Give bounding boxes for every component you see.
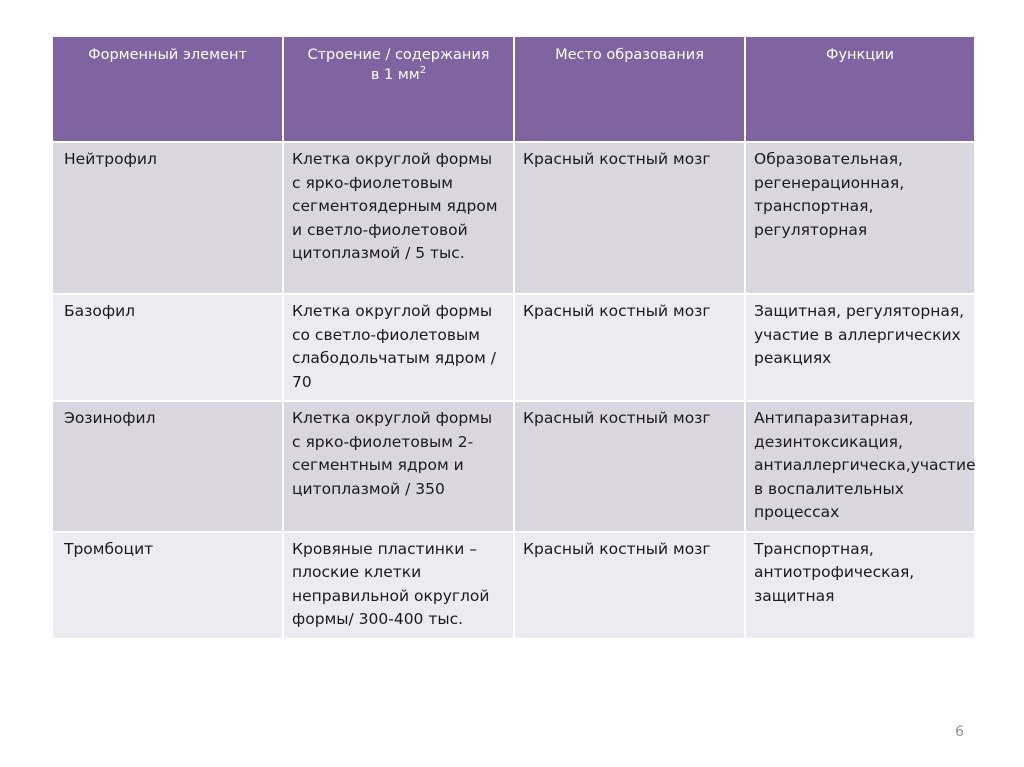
header-structure-line1: Строение / содержания (307, 47, 490, 63)
cell-functions: Образовательная, регенерационная, транспортная, регуляторная (745, 142, 975, 294)
cell-structure: Кровяные пластинки – плоские клетки неправильной округлой формы/ 300-400 тыс. (283, 532, 514, 639)
cell-functions: Антипаразитарная, дезинтоксикация, антиаллергическа,участие в воспалительных процессах (745, 401, 975, 532)
table-row-thrombocyte (52, 532, 975, 639)
page-number: 6 (955, 724, 964, 740)
table-header-row (52, 36, 975, 142)
cell-element: Эозинофил (52, 401, 283, 532)
header-place: Место образования (514, 36, 745, 142)
header-structure-line2: в 1 мм (370, 67, 420, 83)
cell-element: Базофил (52, 294, 283, 401)
header-functions: Функции (745, 36, 975, 142)
cell-place: Красный костный мозг (514, 294, 745, 401)
header-structure-sup: 2 (419, 65, 427, 77)
cell-structure: Клетка округлой формы с ярко-фиолетовым 2-сегментным ядром и цитоплазмой / 350 (283, 401, 514, 532)
table-row-basophil (52, 294, 975, 401)
cell-element: Тромбоцит (52, 532, 283, 639)
cell-element: Нейтрофил (52, 142, 283, 294)
cell-place: Красный костный мозг (514, 532, 745, 639)
blood-cells-table (51, 35, 976, 640)
cell-place: Красный костный мозг (514, 401, 745, 532)
cell-place: Красный костный мозг (514, 142, 745, 294)
table-row-eosinophil (52, 401, 975, 532)
header-structure (283, 36, 514, 142)
cell-functions: Транспортная, антиотрофическая, защитная (745, 532, 975, 639)
cell-structure: Клетка округлой формы с ярко-фиолетовым сегментоядерным ядром и светло-фиолетовой цитоплазмой / 5 тыс. (283, 142, 514, 294)
table-row-neutrophil (52, 142, 975, 294)
header-element: Форменный элемент (52, 36, 283, 142)
cell-structure: Клетка округлой формы со светло-фиолетовым слабодольчатым ядром / 70 (283, 294, 514, 401)
cell-functions: Защитная, регуляторная, участие в аллергических реакциях (745, 294, 975, 401)
